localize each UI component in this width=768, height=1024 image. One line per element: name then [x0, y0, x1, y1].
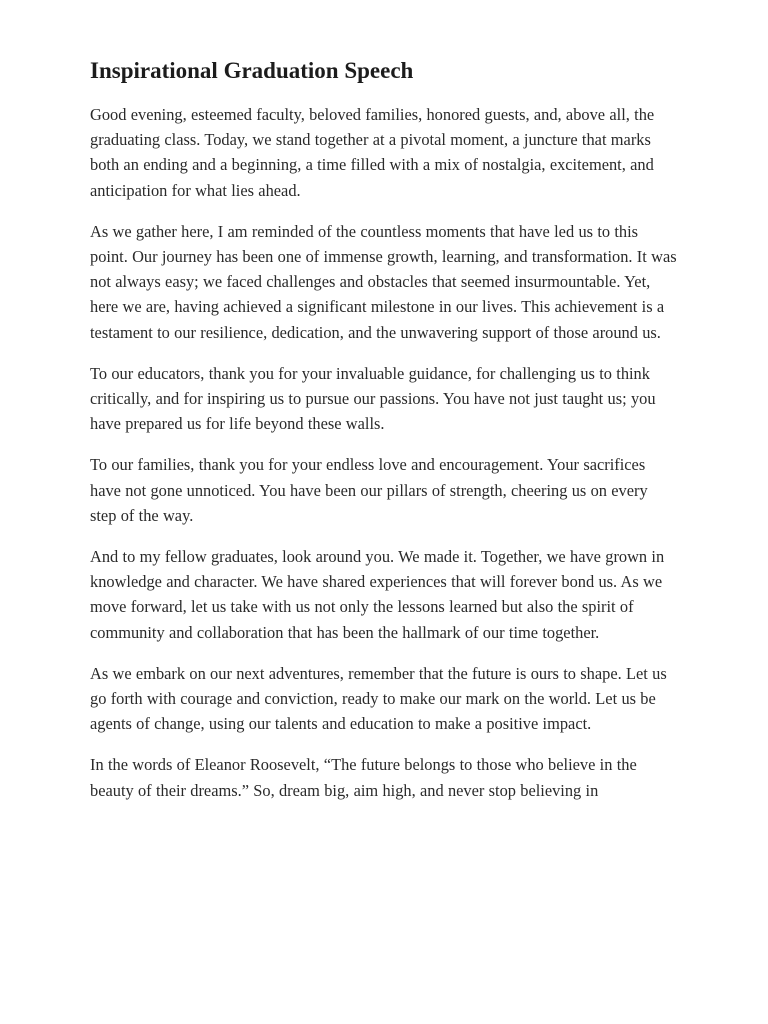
- paragraph-greeting: Good evening, esteemed faculty, beloved families, honored guests, and, above all, the graduating class. Today, we stand together at a pivotal moment, a juncture that marks both an ending and a beginning, a time filled with a mix of nostalgia, excitement, and anticipation for what lies ahead.: [90, 105, 655, 200]
- paragraph-families: To our families, thank you for your endless love and encouragement. Your sacrifices have not gone unnoticed. You have been our pillars of strength, cheering us on every step of the way.: [90, 455, 648, 525]
- paragraph-graduates: And to my fellow graduates, look around you. We made it. Together, we have grown in knowledge and character. We have shared experiences that will forever bond us. As we move forward, let us take with us not only the lessons learned but also the spirit of community and collaboration that has been the hallmark of our time together.: [90, 547, 665, 642]
- paragraph-journey: As we gather here, I am reminded of the countless moments that have led us to this point. Our journey has been one of immense growth, learning, and transformation. It was not always easy; we faced challenges and obstacles that seemed insurmountable. Yet, here we are, having achieved a significant milestone in our lives. This achievement is a testament to our resilience, dedication, and the unwavering support of those around us.: [90, 221, 677, 342]
- paragraph-educators: To our educators, thank you for your invaluable guidance, for challenging us to think critically, and for inspiring us to pursue our passions. You have not just taught us; you have prepared us for life beyond these walls.: [90, 363, 656, 434]
- speech-body: [90, 56, 678, 819]
- paragraph-adventures: As we embark on our next adventures, remember that the future is ours to shape. Let us go forth with courage and conviction, ready to make our mark on the world. Let us be agents of change, using our talents and education to make a positive impact.: [90, 663, 667, 734]
- document-title: Inspirational Graduation Speech: [90, 58, 414, 83]
- paragraph-quote: In the words of Eleanor Roosevelt, “The future belongs to those who believe in the beauty of their dreams.” So, dream big, aim high, and never stop believing in: [90, 755, 637, 800]
